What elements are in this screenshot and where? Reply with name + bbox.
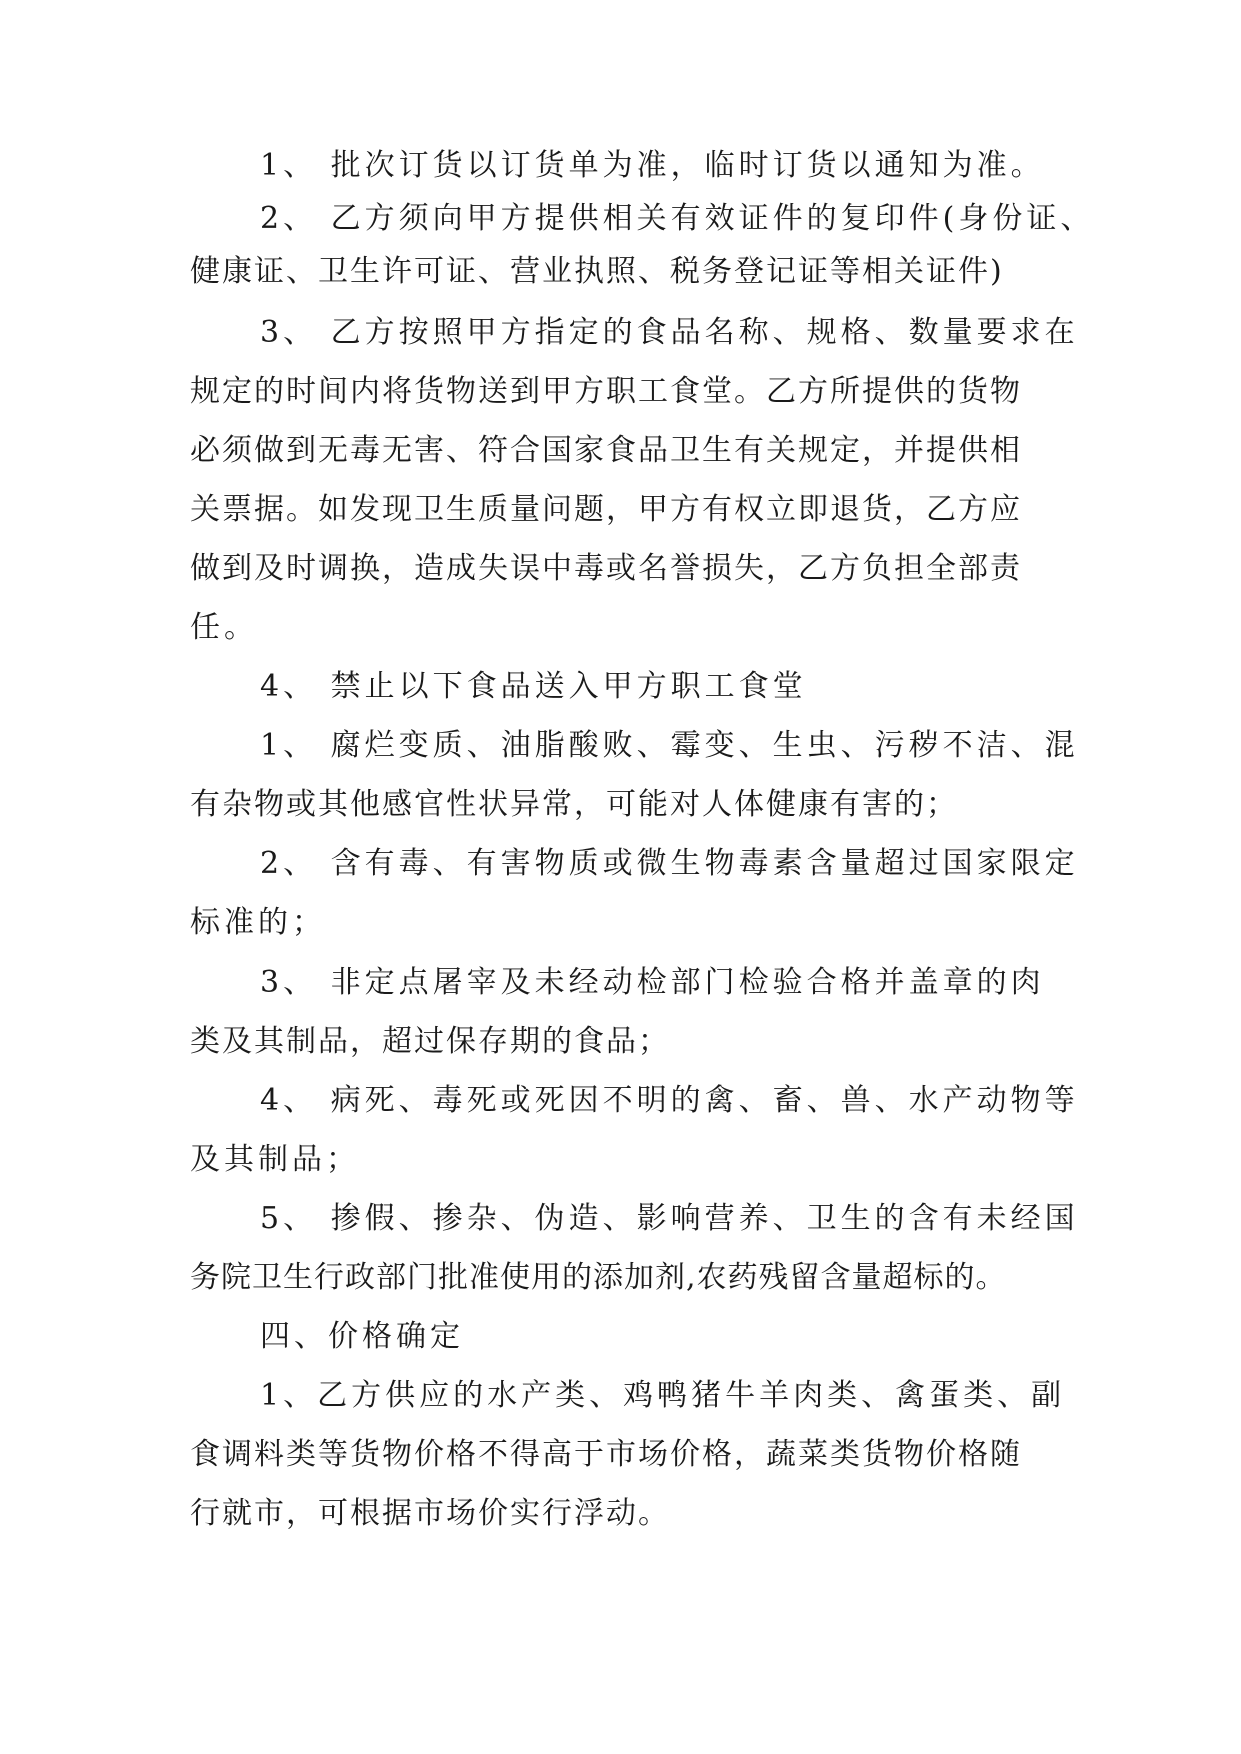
paragraph-line: 3、 非定点屠宰及未经动检部门检验合格并盖章的肉 [260, 965, 1045, 1000]
paragraph-line: 3、 乙方按照甲方指定的食品名称、规格、数量要求在 [260, 315, 1079, 350]
section-heading: 四、价格确定 [260, 1319, 464, 1354]
paragraph-line: 2、 乙方须向甲方提供相关有效证件的复印件(身份证、 [260, 201, 1095, 236]
paragraph-line: 4、 病死、毒死或死因不明的禽、畜、兽、水产动物等 [260, 1083, 1079, 1118]
paragraph-line: 务院卫生行政部门批准使用的添加剂,农药残留含量超标的。 [190, 1260, 1007, 1295]
paragraph-line: 食调料类等货物价格不得高于市场价格，蔬菜类货物价格随 [190, 1437, 1022, 1472]
paragraph-line: 健康证、卫生许可证、营业执照、税务登记证等相关证件) [190, 254, 1004, 289]
paragraph-line: 5、 掺假、掺杂、伪造、影响营养、卫生的含有未经国 [260, 1201, 1079, 1236]
paragraph-line: 1、 批次订货以订货单为准，临时订货以通知为准。 [260, 148, 1045, 183]
paragraph-line: 任。 [190, 610, 258, 645]
paragraph-line: 2、 含有毒、有害物质或微生物毒素含量超过国家限定 [260, 846, 1079, 881]
paragraph-line: 规定的时间内将货物送到甲方职工食堂。乙方所提供的货物 [190, 374, 1022, 409]
paragraph-line: 1、 腐烂变质、油脂酸败、霉变、生虫、污秽不洁、混 [260, 728, 1079, 763]
paragraph-line: 1、乙方供应的水产类、鸡鸭猪牛羊肉类、禽蛋类、副 [260, 1378, 1066, 1413]
paragraph-line: 类及其制品，超过保存期的食品； [190, 1024, 670, 1059]
paragraph-line: 做到及时调换，造成失误中毒或名誉损失，乙方负担全部责 [190, 551, 1022, 586]
paragraph-line: 行就市，可根据市场价实行浮动。 [190, 1496, 670, 1531]
paragraph-line: 标准的； [190, 905, 326, 940]
paragraph-line: 有杂物或其他感官性状异常，可能对人体健康有害的； [190, 787, 958, 822]
paragraph-line: 4、 禁止以下食品送入甲方职工食堂 [260, 669, 807, 704]
paragraph-line: 及其制品； [190, 1142, 360, 1177]
paragraph-line: 关票据。如发现卫生质量问题，甲方有权立即退货，乙方应 [190, 492, 1022, 527]
paragraph-line: 必须做到无毒无害、符合国家食品卫生有关规定，并提供相 [190, 433, 1022, 468]
